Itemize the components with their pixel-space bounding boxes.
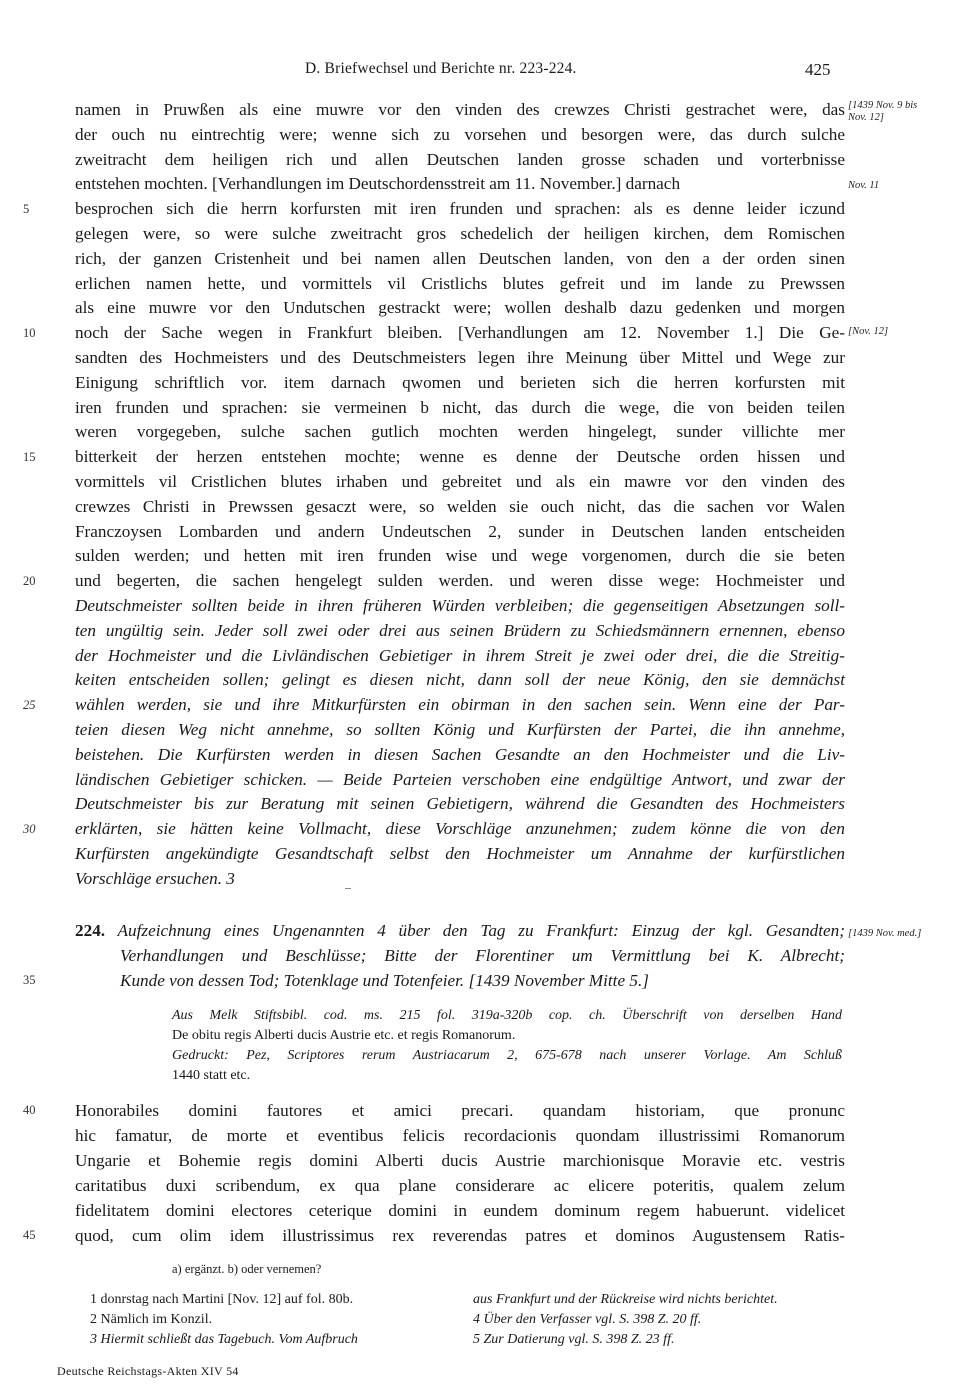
document-224-heading [23,918,845,993]
line-text: Franczoysen Lombarden und andern Undeutschen 2, sunder in Deutschen landen entscheiden [75,521,845,541]
line-text: vormittels vil Cristlichen blutes irhaben und gebreitet und als ein mawre vor den vinden des [75,471,845,491]
text-line [75,644,845,669]
line-text: Deutschmeister sollten beide in ihren früheren Würden verbleiben; die gegenseitigen Absetzungen soll- [75,595,845,615]
line-text: Einigung schriftlich vor. item darnach qwomen und berieten sich die herren korfursten mit [75,372,845,392]
text-line [75,768,845,793]
footnote: aus Frankfurt und der Rückreise wird nichts berichtet. [473,1292,778,1307]
line-text: Honorabiles domini fautores et amici precari. quandam historiam, que pronunc [75,1101,845,1120]
text-line [75,123,845,148]
page-footer: Deutsche Reichstags-Akten XIV 54 [57,1364,239,1378]
latin-text-block [23,1098,845,1248]
line-text: namen in Pruwßen als eine muwre vor den vinden des crewzes Christi gestrachet were, das [75,100,845,119]
line-text: crewzes Christi in Prewssen gesaczt were, so welden sie ouch nicht, das die sachen vor Walen [75,496,845,516]
line-text: Deutschmeister bis zur Beratung mit seinen Gebietigern, während die Gesandten des Hochmeisters [75,794,845,814]
heading-text: Kunde von dessen Tod; Totenklage und Totenfeier. [1439 November Mitte 5.] [120,971,649,990]
line-text: noch der Sache wegen in Frankfurt bleiben. [Verhandlungen am 12. November 1.] Die Ge- [75,323,845,343]
text-line [23,321,845,346]
line-number: 35 [23,973,36,987]
footnote: 1 donrstag nach Martini [Nov. 12] auf fol. 80b. [90,1292,354,1307]
line-number: 25 [23,698,36,713]
heading-text: Aufzeichnung eines Ungenannten 4 über den Tag zu Frankfurt: Einzug der kgl. Gesandten; [117,921,845,940]
text-line [75,495,845,520]
margin-note-date-1 [848,100,923,124]
page-number: 425 [805,60,831,79]
line-text: Ungarie et Bohemie regis domini Alberti ducis Austrie marchionisque Moravie etc. vestris [75,1151,845,1170]
text-line [75,867,845,892]
footnote: 3 Hiermit schließt das Tagebuch. Vom Aufbruch [90,1332,358,1347]
line-number: 20 [23,574,36,589]
text-line [75,619,845,644]
line-text: sandten des Hochmeisters und des Deutschmeisters legen ihre Meinung über Mittel und Wege zur [75,347,845,367]
text-line [75,247,845,272]
heading-line [23,968,845,993]
text-line [75,1148,845,1173]
source-description [172,1006,842,1086]
text-line [75,792,845,817]
line-text: als eine muwre vor den Undutschen gestrackt were; wollen deshalb dazu gedenken und morgen [75,298,845,318]
heading-line [75,918,845,943]
line-text: erlichen namen hette, und vormittels vil Cristlichs blutes gefreit und im lande zu Prewssen [75,273,845,293]
footnotes-right-column [473,1290,853,1350]
source-line: Aus Melk Stiftsbibl. cod. ms. 215 fol. 319a-320b cop. ch. Überschrift von derselben Hand [172,1008,842,1023]
text-line [23,445,845,470]
line-text: sulden werden; und hetten mit iren frunden wise und wege vorgenomen, durch die sie beten [75,546,845,566]
line-text: zweitracht dem heiligen rich und allen Deutschen landen grosse schaden und vorterbnisse [75,149,845,169]
line-text: quod, cum olim idem illustrissimus rex reverendas patres et dominos Augustensem Ratis- [75,1226,845,1245]
text-line [75,172,845,197]
footnotes-left-column [90,1290,470,1350]
text-line [75,718,845,743]
text-line [23,693,845,718]
text-line [75,371,845,396]
text-line [75,98,845,123]
text-line [75,346,845,371]
footnote: 5 Zur Datierung vgl. S. 398 Z. 23 ff. [473,1332,675,1347]
line-text: der Hochmeister und die Livländischen Gebietiger in ihrem Streit je zwei oder drei, die die Streitig- [75,645,845,665]
line-text: wählen werden, sie und ihre Mitkurfürsten ein obirman in den sachen sein. Wenn eine der Par- [75,695,845,715]
line-text: keiten entscheiden sollen; gelingt es diesen nicht, dann soll der neue König, den sie demnächst [75,670,845,690]
margin-note-date-2 [848,180,923,192]
text-line [75,148,845,173]
line-text: Vorschläge ersuchen. 3 [75,868,235,888]
source-line: Gedruckt: Pez, Scriptores rerum Austriacarum 2, 675-678 nach unserer Vorlage. Am Schluß [172,1048,842,1063]
text-line [75,743,845,768]
line-text: Kurfürsten angekündigte Gesandtschaft selbst den Hochmeister um Annahme der kurfürstlichen [75,843,845,863]
text-line [75,272,845,297]
line-text: caritatibus duxi scribendum, ex qua plane considerare ac elicere poteritis, qualem zelum [75,1176,845,1195]
line-text: ländischen Gebietiger schicken. — Beide Parteien verschoben eine endgültige Antwort, und zwar der [75,769,845,789]
line-text: beistehen. Die Kurfürsten werden in diesen Sachen Gesandte an den Hochmeister und die Liv- [75,744,845,764]
line-number: 15 [23,450,36,465]
footnote: 4 Über den Verfasser vgl. S. 398 Z. 20 ff. [473,1312,702,1327]
margin-note-text: [Nov. 12] [848,326,889,337]
source-line: De obitu regis Alberti ducis Austrie etc. et regis Romanorum. [172,1028,516,1043]
line-text: fidelitatem domini electores ceterique domini in eundem dominum regem habuerunt. videlicet [75,1201,845,1220]
critical-apparatus: a) ergänzt. b) oder vernemen? [172,1262,322,1276]
line-number: 30 [23,822,36,837]
text-line [75,842,845,867]
heading-line: Verhandlungen und Beschlüsse; Bitte der Florentiner um Vermittlung bei K. Albrecht; [120,946,845,965]
line-text: und begerten, die sachen hengelegt sulden werden. und weren disse wege: Hochmeister und [75,571,845,591]
text-line [23,1098,845,1123]
text-line [75,1198,845,1223]
text-line [75,1123,845,1148]
line-text: iren frunden und sprachen: sie vermeinen b nicht, das durch die wege, die von beiden teilen [75,397,845,417]
line-text: weren vorgegeben, sulche sachen gutlich mochten werden hingelegt, sunder villichte mer [75,422,845,442]
document-number: 224. [75,921,106,940]
footnote: 2 Nämlich im Konzil. [90,1312,213,1327]
line-text: teien diesen Weg nicht annehme, so sollten König und Kurfürsten der Partei, die ihn annehme, [75,719,845,739]
margin-note-text: [1439 Nov. 9 bis Nov. 12] [848,100,918,123]
line-text: entstehen mochten. [Verhandlungen im Deutschordensstreit am 11. November.] darnach [75,174,681,194]
text-line [23,1223,845,1248]
margin-note-text: Nov. 11 [848,180,880,191]
section-divider [345,888,351,889]
source-line: 1440 statt etc. [172,1068,251,1083]
text-line [75,420,845,445]
text-line [75,296,845,321]
line-text: hic famatur, de morte et eventibus felicis recordacionis quondam illustrissimi Romanorum [75,1126,845,1145]
margin-note-text: [1439 Nov. med.] [848,928,922,939]
main-text-block [23,98,845,892]
text-line [75,396,845,421]
text-line [75,668,845,693]
line-text: besprochen sich die herrn korfursten mit iren frunden und sprachen: als es denne leider iczund [75,199,845,219]
line-text: bitterkeit der herzen entstehen mochte; wenne es denne der Deutsche orden hissen und [75,447,845,467]
line-number: 10 [23,326,36,341]
text-line [23,817,845,842]
text-line [75,1173,845,1198]
line-text: der ouch nu eintrechtig were; wenne sich zu vorsehen und besorgen were, das durch sulche [75,124,845,144]
text-line [23,569,845,594]
line-number: 45 [23,1228,36,1242]
text-line [75,520,845,545]
text-line [75,544,845,569]
line-number: 40 [23,1103,36,1117]
margin-note-date-3 [848,326,923,338]
margin-note-date-4 [848,928,923,940]
line-number: 5 [23,202,30,217]
text-line [75,470,845,495]
running-title: D. Briefwechsel und Berichte nr. 223-224. [305,60,577,77]
text-line [75,594,845,619]
line-text: gelegen were, so were sulche zweitracht gros schedelich der heiligen kirchen, dem Romischen [75,223,845,243]
text-line [23,197,845,222]
line-text: ten ungültig sein. Jeder soll zwei oder drei aus seinen Brüdern zu Schiedsmännern ernennen, ebenso [75,620,845,640]
line-text: erklärten, sie hätten keine Vollmacht, diese Vorschläge anzunehmen; zudem könne die von den [75,819,845,839]
line-text: rich, der ganzen Cristenheit und bei namen allen Deutschen landen, von den a der orden sinen [75,248,845,268]
text-line [75,222,845,247]
